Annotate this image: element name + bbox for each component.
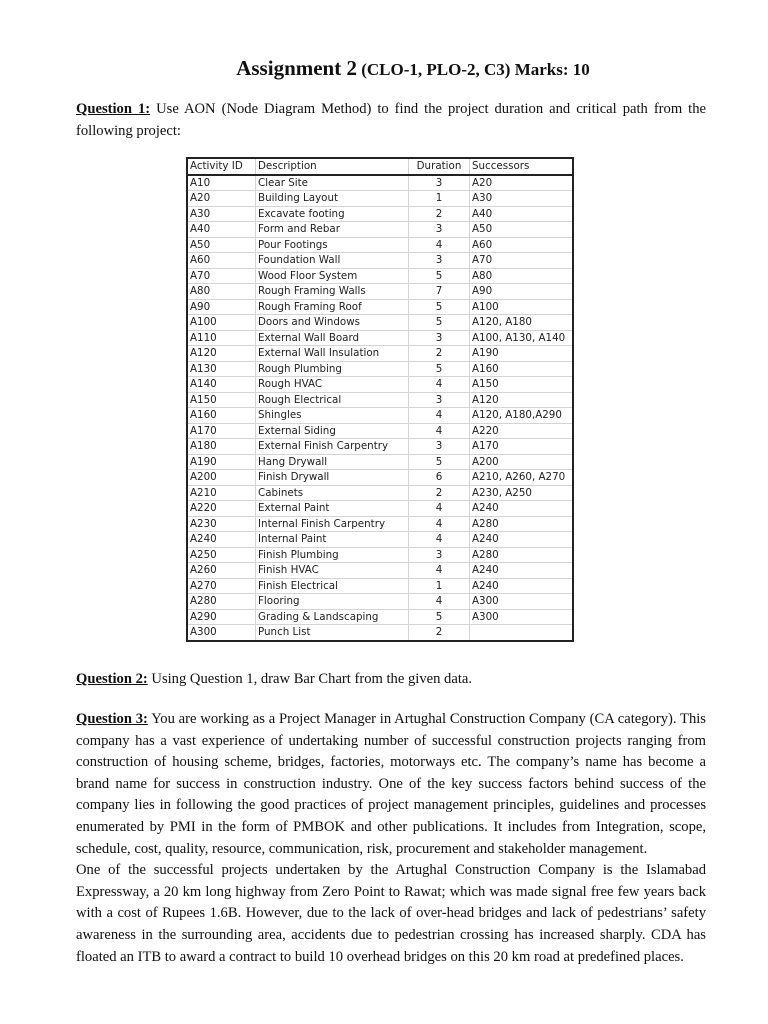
cell-activity-id: A50 <box>187 237 256 253</box>
cell-successors: A280 <box>470 547 574 563</box>
cell-duration: 2 <box>409 485 470 501</box>
cell-activity-id: A200 <box>187 470 256 486</box>
cell-description: Rough Electrical <box>256 392 409 408</box>
cell-successors: A40 <box>470 206 574 222</box>
table-row <box>187 563 573 579</box>
cell-duration: 4 <box>409 594 470 610</box>
table-row <box>187 609 573 625</box>
table-row <box>187 237 573 253</box>
cell-description: Rough Framing Walls <box>256 284 409 300</box>
question-2-label: Question 2: <box>76 671 148 687</box>
cell-successors: A120, A180,A290 <box>470 408 574 424</box>
cell-activity-id: A220 <box>187 501 256 517</box>
table-row <box>187 423 573 439</box>
cell-duration: 4 <box>409 501 470 517</box>
cell-description: Finish HVAC <box>256 563 409 579</box>
cell-description: External Wall Board <box>256 330 409 346</box>
cell-successors: A150 <box>470 377 574 393</box>
cell-activity-id: A20 <box>187 191 256 207</box>
table-row <box>187 501 573 517</box>
header-activity-id: Activity ID <box>187 158 256 175</box>
cell-activity-id: A240 <box>187 532 256 548</box>
cell-successors: A300 <box>470 594 574 610</box>
table-row <box>187 485 573 501</box>
cell-activity-id: A120 <box>187 346 256 362</box>
table-row <box>187 408 573 424</box>
cell-successors: A70 <box>470 253 574 269</box>
cell-activity-id: A130 <box>187 361 256 377</box>
cell-successors: A240 <box>470 532 574 548</box>
cell-successors: A190 <box>470 346 574 362</box>
cell-duration: 4 <box>409 516 470 532</box>
cell-duration: 3 <box>409 392 470 408</box>
cell-activity-id: A290 <box>187 609 256 625</box>
cell-activity-id: A80 <box>187 284 256 300</box>
cell-successors: A280 <box>470 516 574 532</box>
cell-successors: A200 <box>470 454 574 470</box>
cell-description: Clear Site <box>256 175 409 191</box>
cell-description: Internal Finish Carpentry <box>256 516 409 532</box>
cell-duration: 4 <box>409 423 470 439</box>
cell-successors: A220 <box>470 423 574 439</box>
cell-successors: A210, A260, A270 <box>470 470 574 486</box>
cell-description: Pour Footings <box>256 237 409 253</box>
table-row <box>187 547 573 563</box>
table-row <box>187 284 573 300</box>
cell-duration: 6 <box>409 470 470 486</box>
cell-description: External Paint <box>256 501 409 517</box>
cell-successors: A30 <box>470 191 574 207</box>
cell-activity-id: A30 <box>187 206 256 222</box>
table-row <box>187 330 573 346</box>
cell-description: Rough HVAC <box>256 377 409 393</box>
cell-successors: A230, A250 <box>470 485 574 501</box>
header-successors: Successors <box>470 158 574 175</box>
cell-description: Form and Rebar <box>256 222 409 238</box>
cell-successors: A240 <box>470 563 574 579</box>
cell-successors: A300 <box>470 609 574 625</box>
cell-successors <box>470 625 574 641</box>
cell-description: External Siding <box>256 423 409 439</box>
cell-duration: 5 <box>409 454 470 470</box>
cell-duration: 5 <box>409 299 470 315</box>
header-description: Description <box>256 158 409 175</box>
cell-activity-id: A150 <box>187 392 256 408</box>
cell-activity-id: A250 <box>187 547 256 563</box>
cell-successors: A20 <box>470 175 574 191</box>
cell-duration: 4 <box>409 377 470 393</box>
table-row <box>187 361 573 377</box>
table-row <box>187 454 573 470</box>
cell-description: Doors and Windows <box>256 315 409 331</box>
cell-activity-id: A300 <box>187 625 256 641</box>
question-1-text: Use AON (Node Diagram Method) to find the project duration and critical path from the following project: <box>76 101 707 139</box>
question-1 <box>76 99 706 142</box>
question-2-text: Using Question 1, draw Bar Chart from the given data. <box>147 671 472 687</box>
question-3-label: Question 3: <box>76 711 148 727</box>
cell-successors: A160 <box>470 361 574 377</box>
table-row <box>187 532 573 548</box>
table-header-row <box>187 158 573 175</box>
cell-description: Wood Floor System <box>256 268 409 284</box>
cell-description: External Wall Insulation <box>256 346 409 362</box>
cell-successors: A120 <box>470 392 574 408</box>
cell-duration: 5 <box>409 315 470 331</box>
cell-duration: 1 <box>409 191 470 207</box>
cell-duration: 5 <box>409 268 470 284</box>
table-row <box>187 175 573 191</box>
title-sub: (CLO-1, PLO-2, C3) Marks: 10 <box>356 60 590 79</box>
cell-activity-id: A10 <box>187 175 256 191</box>
cell-duration: 4 <box>409 563 470 579</box>
cell-description: Hang Drywall <box>256 454 409 470</box>
table-row <box>187 253 573 269</box>
header-duration: Duration <box>409 158 470 175</box>
cell-successors: A60 <box>470 237 574 253</box>
cell-activity-id: A260 <box>187 563 256 579</box>
table-row <box>187 377 573 393</box>
cell-successors: A100, A130, A140 <box>470 330 574 346</box>
cell-description: Cabinets <box>256 485 409 501</box>
cell-activity-id: A160 <box>187 408 256 424</box>
cell-description: Rough Plumbing <box>256 361 409 377</box>
cell-duration: 7 <box>409 284 470 300</box>
cell-description: Flooring <box>256 594 409 610</box>
cell-duration: 4 <box>409 237 470 253</box>
table-row <box>187 346 573 362</box>
table-row <box>187 268 573 284</box>
cell-successors: A90 <box>470 284 574 300</box>
question-3-text-2: One of the successful projects undertaken by the Artughal Construction Company is the Islamabad Expressway, a 20 km long highway from Zero Point to Rawat; which was made signal free few years back with a cost of Rupees 1.6B. However, due to the lack of over-head bridges and lack of pedestrians’ safety awareness in the surrounding area, accidents due to pedestrian crossing has increased sharply. CDA has floated an ITB to award a contract to build 10 overhead bridges on this 20 km road at predefined places. <box>76 862 706 965</box>
cell-description: Finish Drywall <box>256 470 409 486</box>
question-1-label: Question 1: <box>76 101 151 117</box>
cell-activity-id: A140 <box>187 377 256 393</box>
cell-activity-id: A210 <box>187 485 256 501</box>
cell-duration: 4 <box>409 408 470 424</box>
cell-successors: A50 <box>470 222 574 238</box>
table-row <box>187 516 573 532</box>
cell-description: Finish Electrical <box>256 578 409 594</box>
cell-duration: 5 <box>409 609 470 625</box>
cell-activity-id: A190 <box>187 454 256 470</box>
cell-activity-id: A70 <box>187 268 256 284</box>
table-row <box>187 470 573 486</box>
cell-duration: 2 <box>409 346 470 362</box>
table-row <box>187 315 573 331</box>
activity-table <box>186 157 574 642</box>
table-row <box>187 299 573 315</box>
question-2 <box>76 669 706 691</box>
table-row <box>187 392 573 408</box>
cell-activity-id: A100 <box>187 315 256 331</box>
cell-activity-id: A40 <box>187 222 256 238</box>
cell-description: Rough Framing Roof <box>256 299 409 315</box>
cell-successors: A170 <box>470 439 574 455</box>
table-row <box>187 206 573 222</box>
cell-activity-id: A170 <box>187 423 256 439</box>
cell-activity-id: A230 <box>187 516 256 532</box>
cell-description: Punch List <box>256 625 409 641</box>
cell-activity-id: A270 <box>187 578 256 594</box>
cell-activity-id: A60 <box>187 253 256 269</box>
cell-duration: 3 <box>409 439 470 455</box>
cell-description: Grading & Landscaping <box>256 609 409 625</box>
cell-duration: 4 <box>409 532 470 548</box>
assignment-title <box>0 56 768 81</box>
table-row <box>187 439 573 455</box>
table-row <box>187 594 573 610</box>
cell-duration: 3 <box>409 222 470 238</box>
question-3-text: You are working as a Project Manager in Artughal Construction Company (CA category). This company has a vast experience of undertaking number of successful construction projects ranging from construction of housing scheme, bridges, factories, motorways etc. The company’s name has become a brand name for success in construction industry. One of the key success factors behind success of the company lies in following the good practices of project management principles, guidelines and processes enumerated by PMI in the form of PMBOK and other publications. It includes from Integration, scope, schedule, cost, quality, resource, communication, risk, procurement and stakeholder management. <box>76 711 706 857</box>
cell-description: Internal Paint <box>256 532 409 548</box>
cell-successors: A80 <box>470 268 574 284</box>
cell-activity-id: A180 <box>187 439 256 455</box>
cell-description: Foundation Wall <box>256 253 409 269</box>
cell-duration: 1 <box>409 578 470 594</box>
cell-duration: 3 <box>409 330 470 346</box>
table-row <box>187 191 573 207</box>
cell-duration: 2 <box>409 206 470 222</box>
cell-description: Excavate footing <box>256 206 409 222</box>
cell-description: Shingles <box>256 408 409 424</box>
cell-description: External Finish Carpentry <box>256 439 409 455</box>
cell-duration: 3 <box>409 547 470 563</box>
table-row <box>187 625 573 641</box>
cell-activity-id: A110 <box>187 330 256 346</box>
cell-activity-id: A280 <box>187 594 256 610</box>
cell-successors: A240 <box>470 501 574 517</box>
cell-duration: 3 <box>409 253 470 269</box>
cell-duration: 3 <box>409 175 470 191</box>
table-row <box>187 578 573 594</box>
question-3 <box>76 709 706 968</box>
cell-description: Building Layout <box>256 191 409 207</box>
cell-successors: A120, A180 <box>470 315 574 331</box>
cell-duration: 5 <box>409 361 470 377</box>
cell-description: Finish Plumbing <box>256 547 409 563</box>
table-row <box>187 222 573 238</box>
title-main: Assignment 2 <box>236 56 357 80</box>
cell-successors: A100 <box>470 299 574 315</box>
cell-activity-id: A90 <box>187 299 256 315</box>
cell-successors: A240 <box>470 578 574 594</box>
cell-duration: 2 <box>409 625 470 641</box>
